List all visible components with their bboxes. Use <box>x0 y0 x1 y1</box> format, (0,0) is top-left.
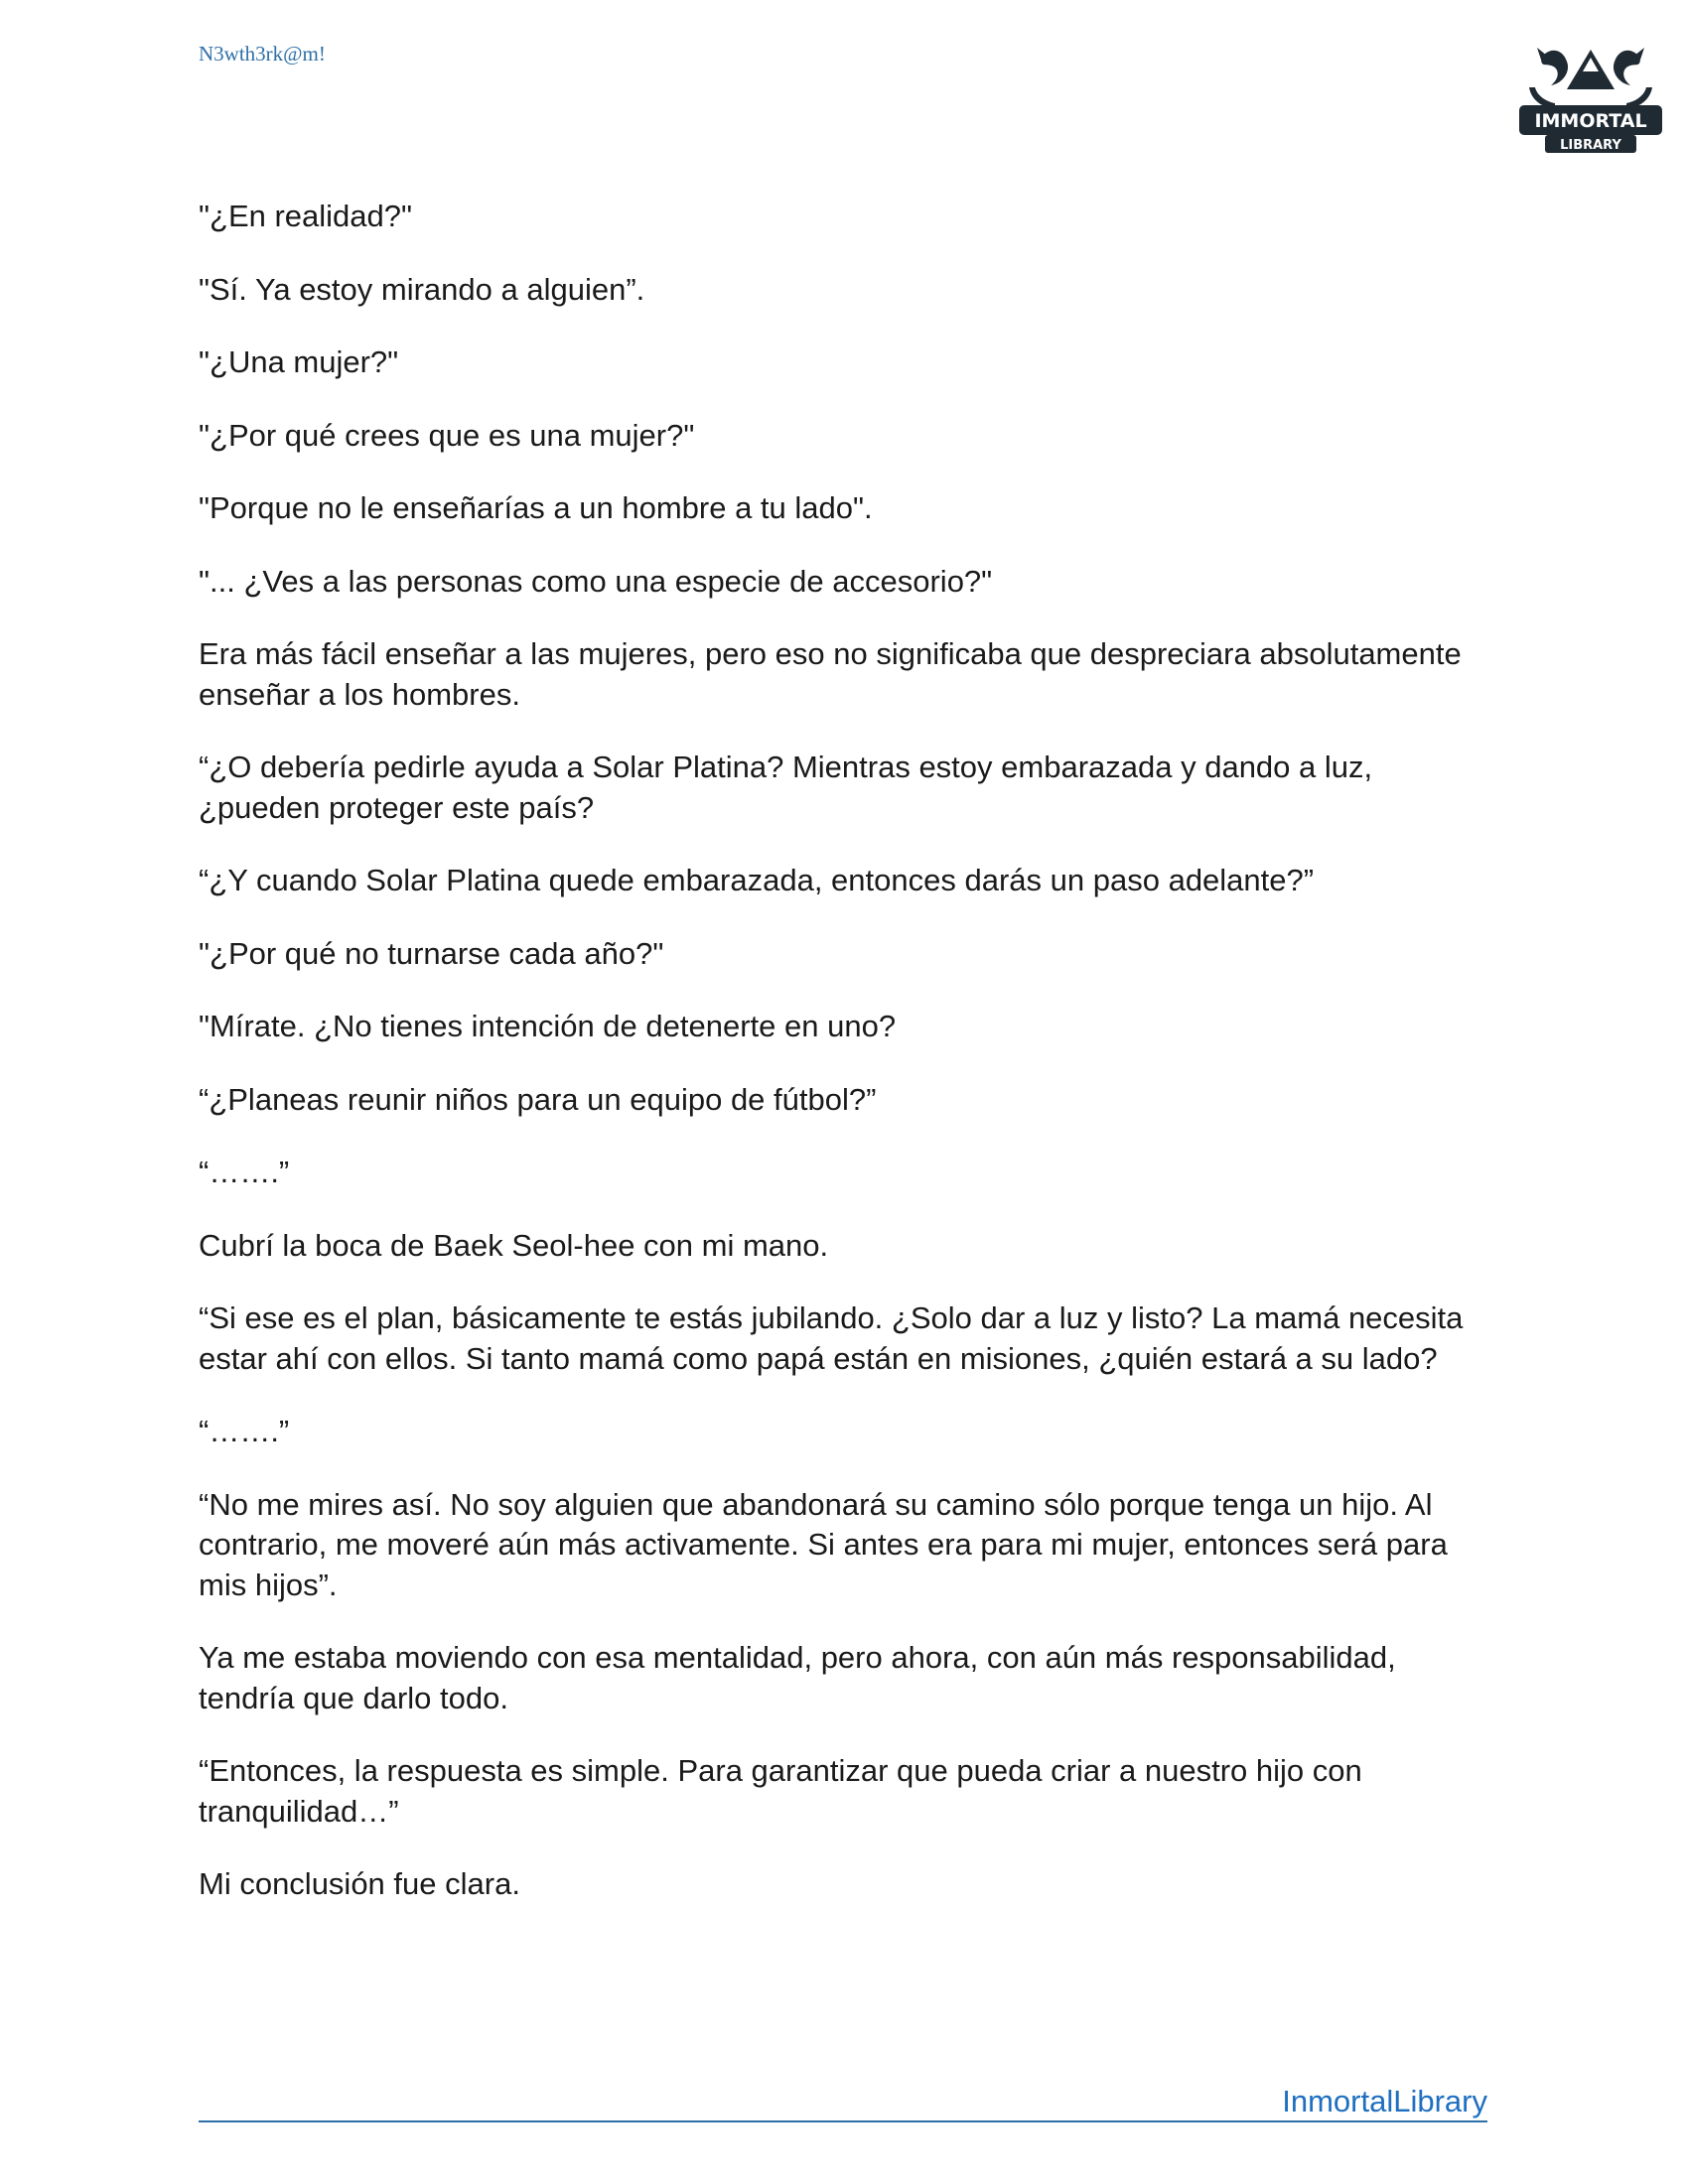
paragraph: Era más fácil enseñar a las mujeres, pero eso no significaba que despreciara absolutamente enseñar a los hombres. <box>199 636 1462 712</box>
paragraph: "Porque no le enseñarías a un hombre a tu lado". <box>199 490 873 525</box>
header-tag: N3wth3rk@m! <box>199 42 326 66</box>
paragraph: “Entonces, la respuesta es simple. Para garantizar que pueda criar a nuestro hijo con tranquilidad…” <box>199 1753 1362 1829</box>
svg-text:IMMORTAL: IMMORTAL <box>1534 110 1647 132</box>
paragraph: “¿Y cuando Solar Platina quede embarazada, entonces darás un paso adelante?” <box>199 863 1315 897</box>
paragraph: “…….” <box>199 1414 290 1448</box>
paragraph: “¿O debería pedirle ayuda a Solar Platina? Mientras estoy embarazada y dando a luz, ¿pueden proteger este país? <box>199 750 1373 825</box>
chapter-body <box>199 197 1499 1938</box>
paragraph: "¿En realidad?" <box>199 199 413 233</box>
paragraph: Ya me estaba moviendo con esa mentalidad, pero ahora, con aún más responsabilidad, tendría que darlo todo. <box>199 1640 1396 1715</box>
svg-text:LIBRARY: LIBRARY <box>1560 138 1621 153</box>
paragraph: "¿Por qué no turnarse cada año?" <box>199 935 664 971</box>
paragraph: "Sí. Ya estoy mirando a alguien”. <box>199 271 645 307</box>
paragraph: "... ¿Ves a las personas como una especie de accesorio?" <box>199 563 993 599</box>
footer-link[interactable]: InmortalLibrary <box>199 2083 1487 2122</box>
paragraph: “¿Planeas reunir niños para un equipo de fútbol?” <box>199 1081 877 1117</box>
paragraph: “No me mires así. No soy alguien que abandonará su camino sólo porque tenga un hijo. Al contrario, me moveré aún más activamente. Si antes era para mi mujer, entonces será para mis hijos”. <box>199 1486 1448 1602</box>
paragraph: “…….” <box>199 1155 290 1189</box>
paragraph: "Mírate. ¿No tienes intención de detenerte en uno? <box>199 1009 897 1043</box>
paragraph: “Si ese es el plan, básicamente te estás jubilando. ¿Solo dar a luz y listo? La mamá necesita estar ahí con ellos. Si tanto mamá como papá están en misiones, ¿quién estará a su lado? <box>199 1300 1464 1376</box>
paragraph: "¿Una mujer?" <box>199 344 399 379</box>
immortal-library-logo <box>1511 28 1670 167</box>
paragraph: Cubrí la boca de Baek Seol-hee con mi mano. <box>199 1227 829 1263</box>
paragraph: "¿Por qué crees que es una mujer?" <box>199 417 695 453</box>
paragraph: Mi conclusión fue clara. <box>199 1866 520 1901</box>
